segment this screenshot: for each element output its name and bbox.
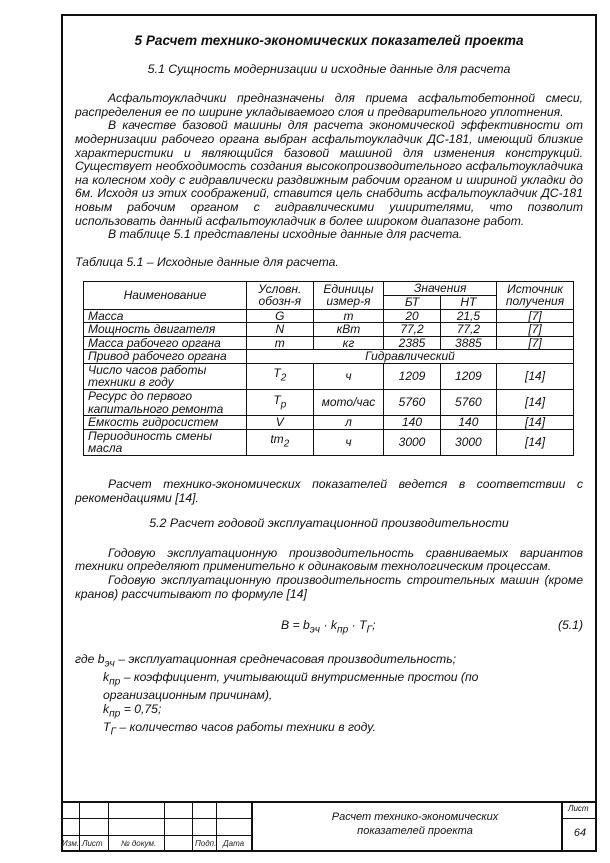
table-row	[84, 429, 574, 455]
col-doc-label: № докум.	[121, 839, 157, 848]
cell-source: [14]	[497, 363, 574, 389]
paragraph: Расчет технико-экономических показателей ведется в соответствии с рекомендациями [14].	[75, 477, 583, 505]
paragraph: Асфальтоукладчики предназначены для приема асфальтобетонной смеси, распределения ее по ширине укладываемого слоя и предварительного уплотнения.	[75, 91, 583, 119]
cell-source: [7]	[497, 323, 574, 337]
cell-nt: 3885	[440, 336, 496, 350]
col-izm-label: Изм.	[62, 839, 80, 848]
header-source: Источник получения	[497, 282, 574, 309]
cell-source: [14]	[497, 416, 574, 430]
document-title: Расчет технико-экономических показателей проекта	[331, 811, 499, 837]
cell-symbol: $T_р$	[246, 390, 313, 416]
cell-merged: Гидравлический	[246, 350, 573, 364]
cell-nt: 3000	[440, 429, 496, 455]
cell-bt: 3000	[384, 429, 440, 455]
paragraph: В качестве базовой машины для расчета экономической эффективности от модернизации рабочего органа выбран асфальтоукладчик ДС-181, имеющий близкие характеристики и являющийся базовой машиной для изменения конструкций. Существует необходимость создания высокопроизводительного асфальтоукладчика на колесном ходу с гидравлически раздвижным рабочим органом и шириной укладки до 6м. Исходя из этих соображений, ставится цель снабдить асфальтоукладчик ДС-181 новым рабочим органом с гидравлическими уширителями, что позволит использовать данный асфальтоукладчик в более широком диапазоне работ.	[75, 118, 583, 228]
cell-source: [14]	[497, 390, 574, 416]
col-sign-label: Подп.	[195, 839, 217, 848]
cell-nt: 21,5	[440, 309, 496, 323]
paragraph: В таблице 5.1 представлены исходные данные для расчета.	[108, 227, 463, 242]
paragraph: Годовую эксплуатационную производительность строительных машин (кроме кранов) рассчитывают по формуле [14]	[75, 573, 583, 601]
cell-unit: т	[313, 309, 384, 323]
header-values: Значения	[384, 282, 497, 296]
legend-line: где $b_{эч}$ – эксплуатационная среднечасовая производительность;	[75, 652, 457, 670]
cell-unit: ч	[313, 363, 384, 389]
cell-symbol: m	[246, 336, 313, 350]
cell-source: [14]	[497, 429, 574, 455]
cell-unit: кВт	[313, 323, 384, 337]
cell-nt: 140	[440, 416, 496, 430]
paragraph: Годовую эксплуатационную производительность сравниваемых вариантов техники определяют применительно к одинаковым технологическим процессам.	[75, 545, 583, 574]
cell-name: Ресурс до первого капитального ремонта	[84, 390, 247, 416]
cell-nt: 77,2	[440, 323, 496, 337]
cell-name: Емкость гидросистем	[84, 416, 247, 430]
source-data-table	[83, 281, 574, 456]
formula-5-1	[75, 619, 583, 641]
formula-number: (5.1)	[557, 618, 583, 633]
legend-line: $k_{пр}$ – коэффициент, учитывающий внутрисменные простои (по организационным причинам),	[103, 670, 479, 703]
cell-name: Число часов работы техники в году	[84, 363, 247, 389]
table-row	[84, 416, 574, 430]
document-body	[75, 30, 583, 739]
sheet-label: Лист	[568, 804, 589, 813]
table-row	[84, 323, 574, 337]
sheet-number: 64	[573, 827, 587, 839]
cell-name: Привод рабочего органа	[84, 350, 247, 364]
table-row	[84, 390, 574, 416]
cell-bt: 5760	[384, 390, 440, 416]
legend-line: $T_Г$ – количество часов работы техники в году.	[103, 719, 376, 738]
cell-name: Масса рабочего органа	[84, 336, 247, 350]
cell-name: Периодиность смены масла	[84, 429, 247, 455]
cell-name: Мощность двигателя	[84, 323, 247, 337]
title-block	[61, 801, 597, 852]
cell-symbol: V	[246, 416, 313, 430]
cell-name: Масса	[84, 309, 247, 323]
cell-symbol: N	[246, 323, 313, 337]
chapter-heading: 5 Расчет технико-экономических показателей проекта	[134, 33, 524, 48]
cell-nt: 5760	[440, 390, 496, 416]
table-row	[84, 363, 574, 389]
header-bt: БТ	[384, 295, 440, 309]
cell-bt: 20	[384, 309, 440, 323]
table-row	[84, 336, 574, 350]
header-unit: Единицы измер-я	[313, 282, 384, 309]
col-list-label: Лист	[82, 839, 103, 848]
section-2-title: 5.2 Расчет годовой эксплуатационной производительности	[149, 516, 509, 531]
cell-bt: 2385	[384, 336, 440, 350]
cell-bt: 77,2	[384, 323, 440, 337]
header-symbol: Условн. обозн-я	[246, 282, 313, 309]
header-nt: НТ	[440, 295, 496, 309]
header-name: Наименование	[84, 282, 247, 309]
col-date-label: Дата	[223, 839, 245, 848]
cell-nt: 1209	[440, 363, 496, 389]
cell-unit: л	[313, 416, 384, 430]
table-caption: Таблица 5.1 – Исходные данные для расчета.	[75, 254, 339, 269]
cell-source: [7]	[497, 336, 574, 350]
cell-bt: 1209	[384, 363, 440, 389]
cell-symbol: G	[246, 309, 313, 323]
cell-symbol: $tm_2$	[246, 429, 313, 455]
cell-unit: кг	[313, 336, 384, 350]
table-row	[84, 309, 574, 323]
table-row	[84, 350, 574, 364]
formula-legend	[75, 653, 583, 739]
formula-expression: $B = b_{эч} \cdot k_{пр} \cdot T_Г$;	[281, 618, 376, 636]
cell-source: [7]	[497, 309, 574, 323]
cell-symbol: $T_2$	[246, 363, 313, 389]
cell-bt: 140	[384, 416, 440, 430]
cell-unit: ч	[313, 429, 384, 455]
cell-unit: мото/час	[313, 390, 384, 416]
legend-line: $k_{пр} = 0,75$;	[103, 701, 162, 720]
section-1-title: 5.1 Сущность модернизации и исходные данные для расчета	[147, 61, 511, 76]
